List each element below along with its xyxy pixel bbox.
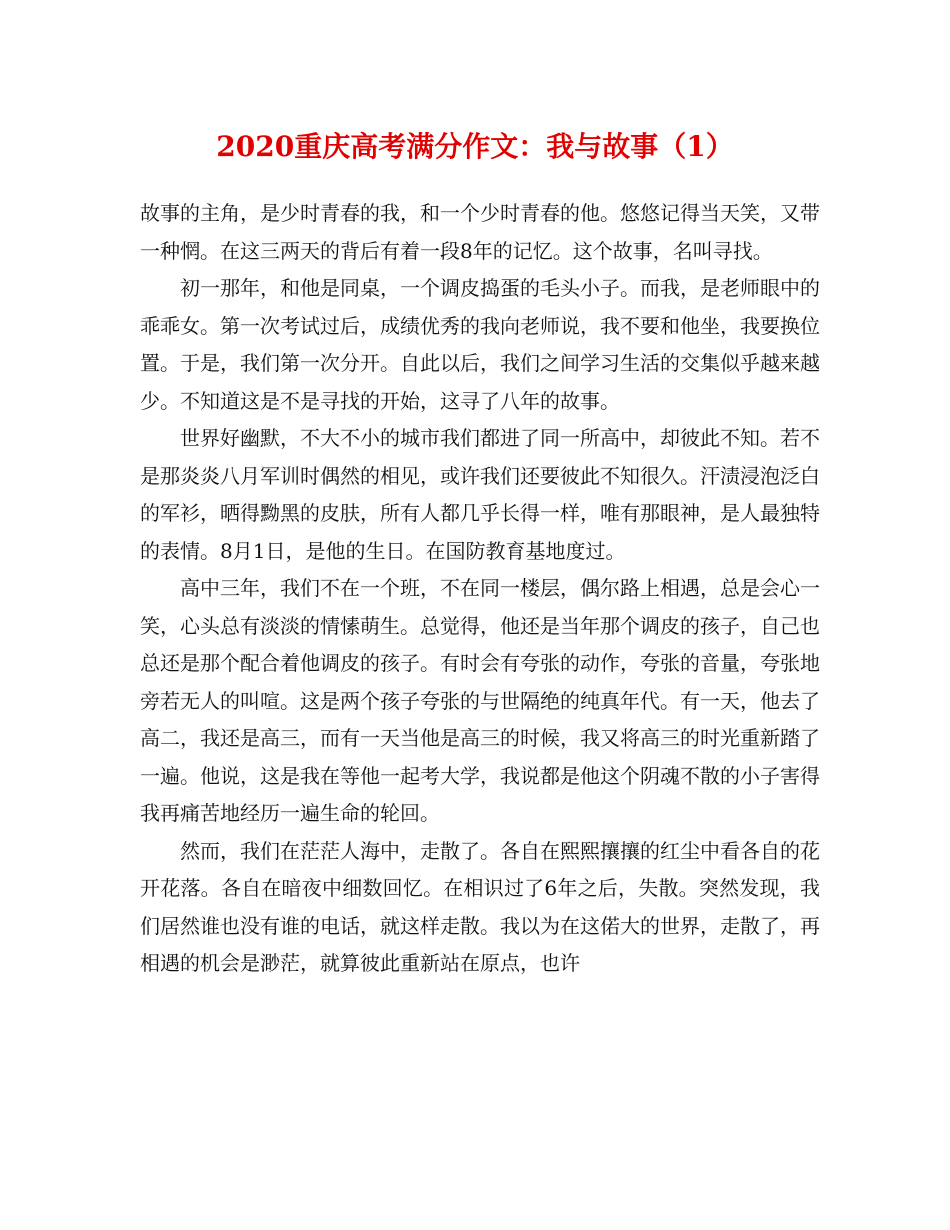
- document-body: [140, 195, 820, 983]
- document-title: 2020重庆高考满分作文：我与故事（1）: [216, 130, 734, 163]
- paragraph-2: 初一那年，和他是同桌，一个调皮捣蛋的毛头小子。而我，是老师眼中的乖乖女。第一次考试过后，成绩优秀的我向老师说，我不要和他坐，我要换位置。于是，我们第一次分开。自此以后，我们之间学习生活的交集似乎越来越少。不知道这是不是寻找的开始，这寻了八年的故事。: [140, 276, 820, 413]
- paragraph-5: 然而，我们在茫茫人海中，走散了。各自在熙熙攘攘的红尘中看各自的花开花落。各自在暗夜中细数回忆。在相识过了6年之后，失散。突然发现，我们居然谁也没有谁的电话，就这样走散。我以为在这偌大的世界，走散了，再相遇的机会是渺茫，就算彼此重新站在原点，也许: [140, 838, 820, 975]
- paragraph-4: 高中三年，我们不在一个班，不在同一楼层，偶尔路上相遇，总是会心一笑，心头总有淡淡的情愫萌生。总觉得，他还是当年那个调皮的孩子，自己也总还是那个配合着他调皮的孩子。有时会有夸张的动作，夸张的音量，夸张地旁若无人的叫喧。这是两个孩子夸张的与世隔绝的纯真年代。有一天，他去了高二，我还是高三，而有一天当他是高三的时候，我又将高三的时光重新踏了一遍。他说，这是我在等他一起考大学，我说都是他这个阴魂不散的小子害得我再痛苦地经历一遍生命的轮回。: [140, 576, 820, 825]
- paragraph-3: 世界好幽默，不大不小的城市我们都进了同一所高中，却彼此不知。若不是那炎炎八月军训时偶然的相见，或许我们还要彼此不知很久。汗渍浸泡泛白的军衫，晒得黝黑的皮肤，所有人都几乎长得一样，唯有那眼神，是人最独特的表情。8月1日，是他的生日。在国防教育基地度过。: [140, 426, 820, 563]
- paragraph-1: 故事的主角，是少时青春的我，和一个少时青春的他。悠悠记得当天笑，又带一种惘。在这三两天的背后有着一段8年的记忆。这个故事，名叫寻找。: [140, 201, 820, 263]
